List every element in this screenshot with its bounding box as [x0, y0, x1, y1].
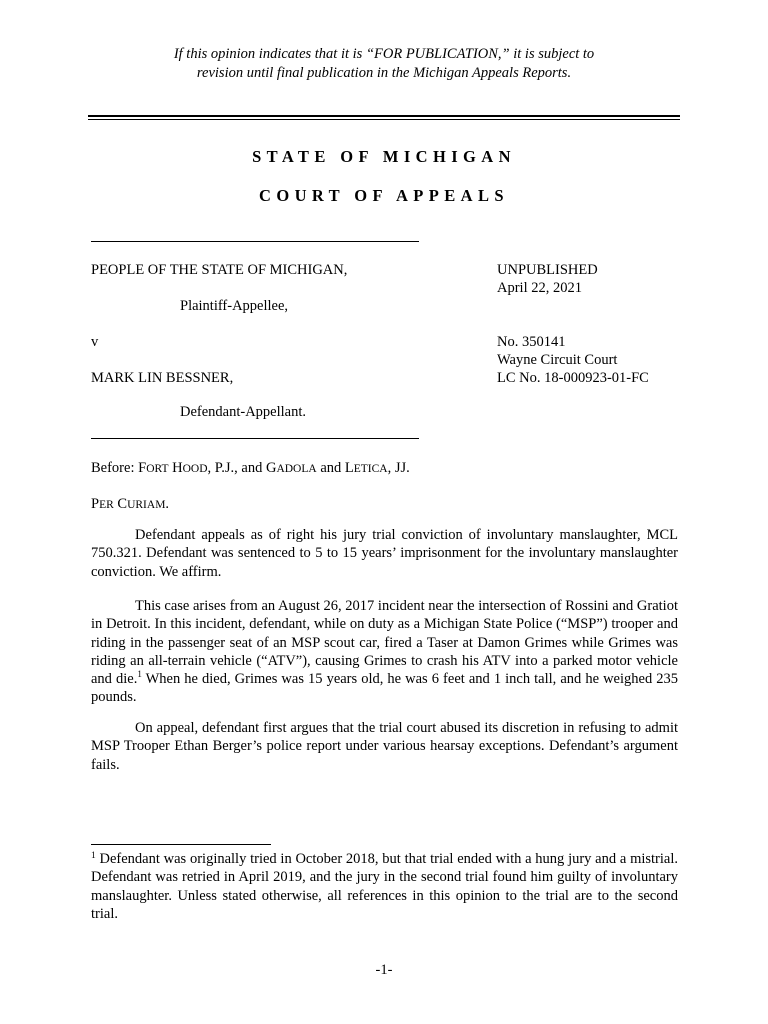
- before-prefix: Before:: [91, 460, 139, 476]
- judge-3-initial: L: [344, 460, 354, 476]
- judge-2-rest: ADOLA: [276, 463, 317, 475]
- footnote-1: [91, 850, 678, 923]
- court-heading: COURT OF APPEALS: [259, 186, 509, 205]
- judge-1-rest-2: OOD: [182, 463, 208, 475]
- judge-1-suffix: , P.J., and: [207, 460, 266, 476]
- footnote-number: 1: [91, 851, 96, 861]
- publication-notice: [0, 45, 768, 83]
- per-curiam-er: ER: [99, 499, 114, 511]
- per-curiam-end: .: [165, 496, 170, 512]
- per-curiam: [91, 495, 169, 514]
- judge-3-rest: ETICA: [353, 463, 388, 475]
- judge-1-rest: ORT: [146, 463, 169, 475]
- versus: v: [91, 334, 99, 350]
- lower-court-number: LC No. 18-000923-01-FC: [497, 370, 649, 386]
- panel-line: [91, 459, 410, 478]
- header-rule-thin: [88, 119, 680, 120]
- state-heading: STATE OF MICHIGAN: [252, 147, 516, 166]
- per-curiam-uriam: URIAM: [127, 499, 166, 511]
- opinion-date: April 22, 2021: [497, 280, 582, 296]
- footnote-reference[interactable]: 1: [137, 669, 142, 680]
- footnote-text: Defendant was originally tried in October 2018, but that trial ended with a hung jury and a mistrial. Defendant was retried in April 2019, and the jury in the second trial found him guilty of involuntary manslaughter. Unless stated otherwise, all references in this opinion to the trial are to the second trial.: [91, 851, 678, 922]
- page-number: -1-: [375, 962, 393, 978]
- publication-notice-line-2: revision until final publication in the Michigan Appeals Reports.: [196, 65, 572, 81]
- plaintiff-name: PEOPLE OF THE STATE OF MICHIGAN,: [91, 262, 348, 278]
- paragraph-2: [91, 597, 678, 707]
- paragraph-2-text-b: When he died, Grimes was 15 years old, he was 6 feet and 1 inch tall, and he weighed 235 pounds.: [91, 671, 678, 706]
- per-curiam-p: P: [91, 496, 100, 512]
- docket-number: No. 350141: [497, 334, 566, 350]
- caption-rule-top: [91, 241, 419, 242]
- footnote-rule: [91, 844, 271, 845]
- paragraph-2-text-a: This case arises from an August 26, 2017 incident near the intersection of Rossini and Gratiot in Detroit. In this incident, defendant, while on duty as a Michigan State Police (“MSP”) trooper and riding in the passenger seat of an MSP scout car, fired a Taser at Damon Grimes while Grimes was riding an all-terrain vehicle (“ATV”), causing Grimes to crash his ATV into a parked motor vehicle and die.: [91, 598, 678, 688]
- paragraph-3: On appeal, defendant first argues that the trial court abused its discretion in refusing to admit MSP Trooper Ethan Berger’s police report under various hearsay exceptions. Defendant’s argument fails.: [91, 720, 678, 773]
- publication-notice-line-1: If this opinion indicates that it is “FOR PUBLICATION,” it is subject to: [173, 46, 595, 62]
- publication-status: UNPUBLISHED: [497, 262, 598, 278]
- judge-2-initial: G: [265, 460, 277, 476]
- judge-1-initial-2: H: [168, 460, 183, 476]
- caption-rule-bottom: [91, 438, 419, 439]
- header-rule-thick: [88, 115, 680, 117]
- defendant-name: MARK LIN BESSNER,: [91, 370, 234, 386]
- trial-court: Wayne Circuit Court: [497, 352, 618, 368]
- before-suffix: , JJ.: [387, 460, 410, 476]
- judge-1-initial: F: [138, 460, 147, 476]
- plaintiff-role: Plaintiff-Appellee,: [180, 298, 289, 314]
- per-curiam-c: C: [113, 496, 128, 512]
- paragraph-1: Defendant appeals as of right his jury trial conviction of involuntary manslaughter, MCL 750.321. Defendant was sentenced to 5 to 15 years’ imprisonment for the involuntary manslaughter conviction. We affirm.: [91, 527, 678, 580]
- defendant-role: Defendant-Appellant.: [180, 404, 307, 420]
- judge-joiner: and: [316, 460, 345, 476]
